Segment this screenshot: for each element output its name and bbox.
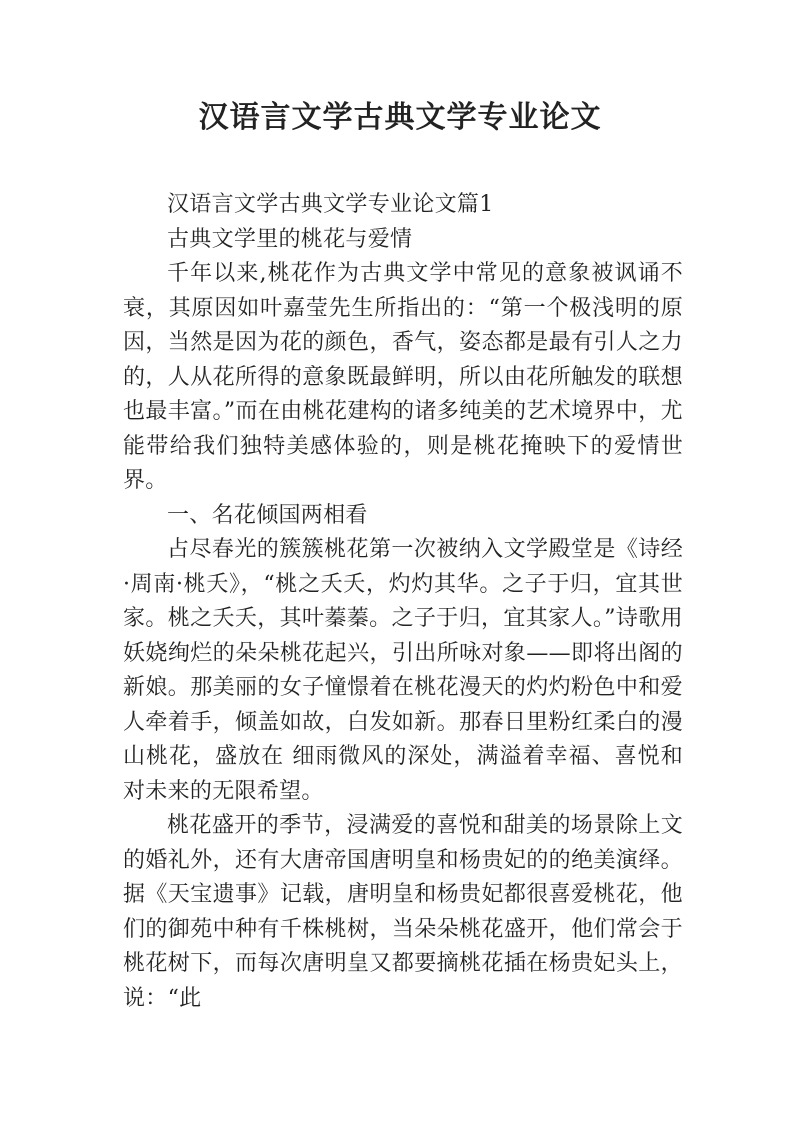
- body-paragraph: 千年以来,桃花作为古典文学中常见的意象被讽诵不衰，其原因如叶嘉莹先生所指出的：“第一个极浅明的原因，当然是因为花的颜色，香气，姿态都是最有引人之力的，人从花所得的意象既最鲜明，所以由花所触发的联想也最丰富。”而在由桃花建构的诸多纯美的艺术境界中，尤能带给我们独特美感体验的，则是桃花掩映下的爱情世界。: [123, 261, 683, 493]
- article-title: 古典文学里的桃花与爱情: [167, 226, 413, 252]
- subsection-heading: 一、名花倾国两相看: [167, 502, 368, 528]
- document-body: [123, 188, 683, 1016]
- section-heading: 汉语言文学古典文学专业论文篇1: [167, 192, 494, 217]
- document-title: 汉语言文学古典文学专业论文: [198, 100, 602, 135]
- body-paragraph: 占尽春光的簇簇桃花第一次被纳入文学殿堂是《诗经·周南·桃夭》，“桃之夭夭，灼灼其华。之子于归，宜其世家。桃之夭夭，其叶蓁蓁。之子于归，宜其家人。”诗歌用妖娆绚烂的朵朵桃花起兴，引出所咏对象——即将出阁的新娘。那美丽的女子憧憬着在桃花漫天的灼灼粉色中和爱人牵着手，倾盖如故，白发如新。那春日里粉红柔白的漫山桃花，盛放在 细雨微风的深处，满溢着幸福、喜悦和对未来的无限希望。: [123, 537, 683, 804]
- body-paragraph: 桃花盛开的季节，浸满爱的喜悦和甜美的场景除上文的婚礼外，还有大唐帝国唐明皇和杨贵妃的的绝美演绎。据《天宝遗事》记载，唐明皇和杨贵妃都很喜爱桃花，他们的御苑中种有千株桃树，当朵朵桃花盛开，他们常会于桃花树下，而每次唐明皇又都要摘桃花插在杨贵妃头上，说：“此: [123, 813, 683, 1011]
